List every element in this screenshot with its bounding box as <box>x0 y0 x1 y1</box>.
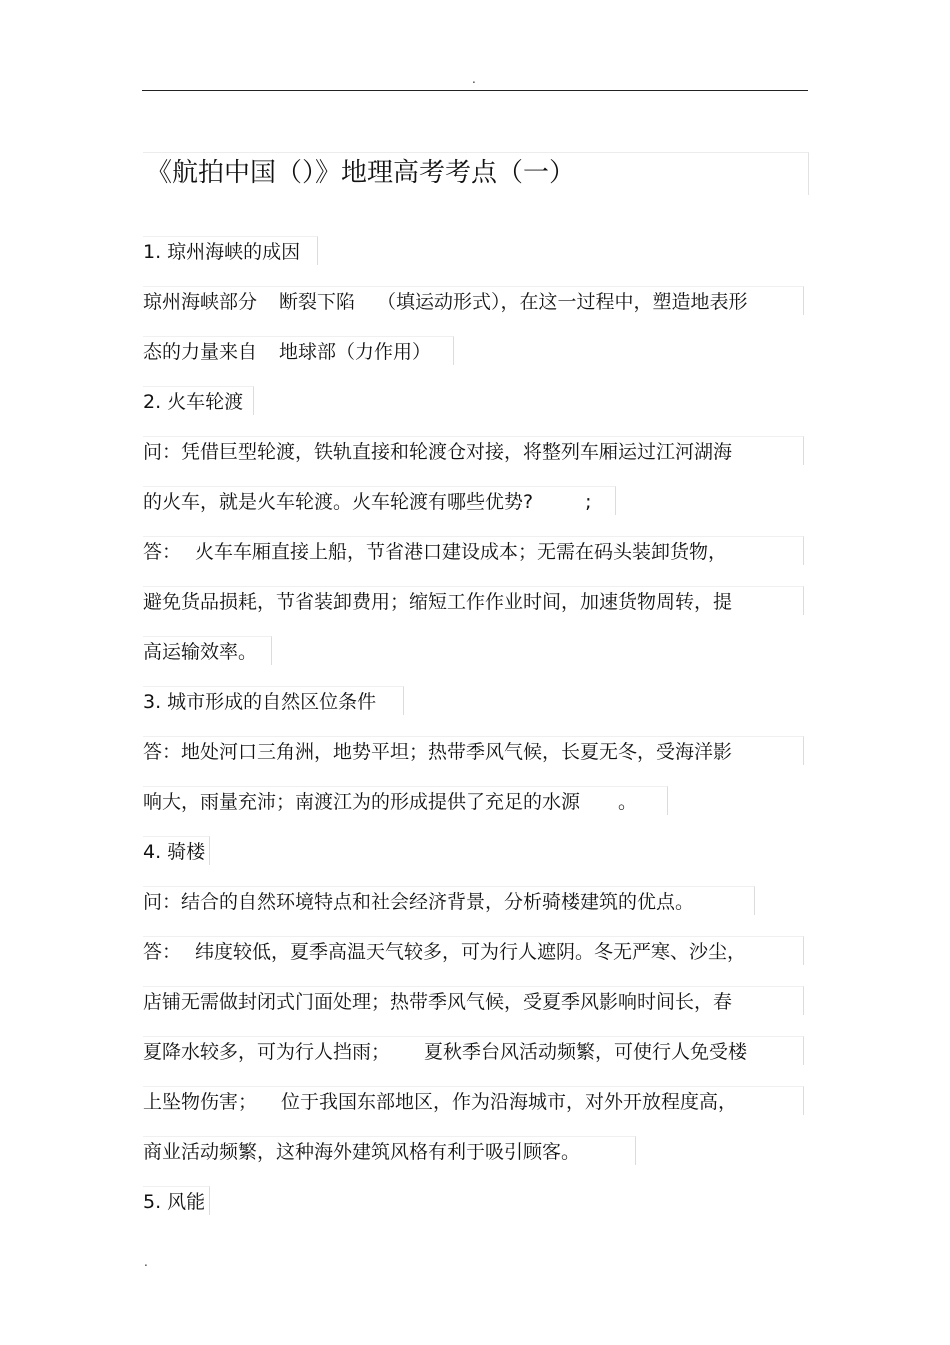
paragraph-line <box>143 1086 804 1115</box>
paragraph-line <box>143 786 668 815</box>
paragraph-line <box>143 486 616 515</box>
paragraph-line: 避免货品损耗，节省装卸费用；缩短工作作业时间，加速货物周转，提 <box>143 586 804 615</box>
text-segment: 。 <box>618 791 638 813</box>
text-segment: 态的力量来自 <box>143 341 258 363</box>
document-title: 《航拍中国（）》地理高考考点（一） <box>143 152 809 195</box>
text-segment: 琼州海峡部分 <box>143 291 258 313</box>
text-segment: 响大，雨量充沛；南渡江为的形成提供了充足的水源 <box>143 791 581 813</box>
paragraph-line: 问：结合的自然环境特点和社会经济背景，分析骑楼建筑的优点。 <box>143 886 755 915</box>
text-segment: 夏秋季台风活动频繁，可使行人免受楼 <box>424 1041 748 1063</box>
answer-label: 答： <box>143 541 182 563</box>
answer-label: 答： <box>143 941 182 963</box>
paragraph-line: 答：地处河口三角洲，地势平坦；热带季风气候，长夏无冬，受海洋影 <box>143 736 804 765</box>
section-heading-3: 3. 城市形成的自然区位条件 <box>143 686 404 715</box>
paragraph-line: 店铺无需做封闭式门面处理；热带季风气候，受夏季风影响时间长，春 <box>143 986 804 1015</box>
text-segment: 位于我国东部地区，作为沿海城市，对外开放程度高， <box>281 1091 738 1113</box>
section-heading-5: 5. 风能 <box>143 1186 210 1215</box>
answer-fill: 断裂下陷 <box>279 291 356 313</box>
text-segment: 上坠物伤害； <box>143 1091 258 1113</box>
text-segment: （填运动形式），在这一过程中，塑造地表形 <box>377 291 748 313</box>
answer-fill: 地球部（力作用） <box>279 341 432 363</box>
header-rule <box>142 90 808 91</box>
paragraph-line <box>143 336 454 365</box>
paragraph-line <box>143 286 804 315</box>
section-heading-2: 2. 火车轮渡 <box>143 386 254 415</box>
text-segment: 火车车厢直接上船，节省港口建设成本；无需在码头装卸货物， <box>195 541 728 563</box>
section-heading-1: 1. 琼州海峡的成因 <box>143 236 318 265</box>
paragraph-line <box>143 536 804 565</box>
paragraph-line <box>143 1036 804 1065</box>
text-segment: 纬度较低，夏季高温天气较多，可为行人遮阴。冬无严寒、沙尘， <box>195 941 747 963</box>
paragraph-line: 高运输效率。 <box>143 636 272 665</box>
paragraph-line: 问：凭借巨型轮渡，铁轨直接和轮渡仓对接，将整列车厢运过江河湖海 <box>143 436 804 465</box>
paragraph-line: 商业活动频繁，这种海外建筑风格有利于吸引顾客。 <box>143 1136 636 1165</box>
text-segment: 夏降水较多，可为行人挡雨； <box>143 1041 391 1063</box>
footer-dot: . <box>144 1255 148 1269</box>
text-segment: ; <box>585 491 592 513</box>
text-segment: 的火车，就是火车轮渡。火车轮渡有哪些优势? <box>143 491 534 513</box>
header-dot: . <box>472 72 476 86</box>
paragraph-line <box>143 936 804 965</box>
section-heading-4: 4. 骑楼 <box>143 836 210 865</box>
